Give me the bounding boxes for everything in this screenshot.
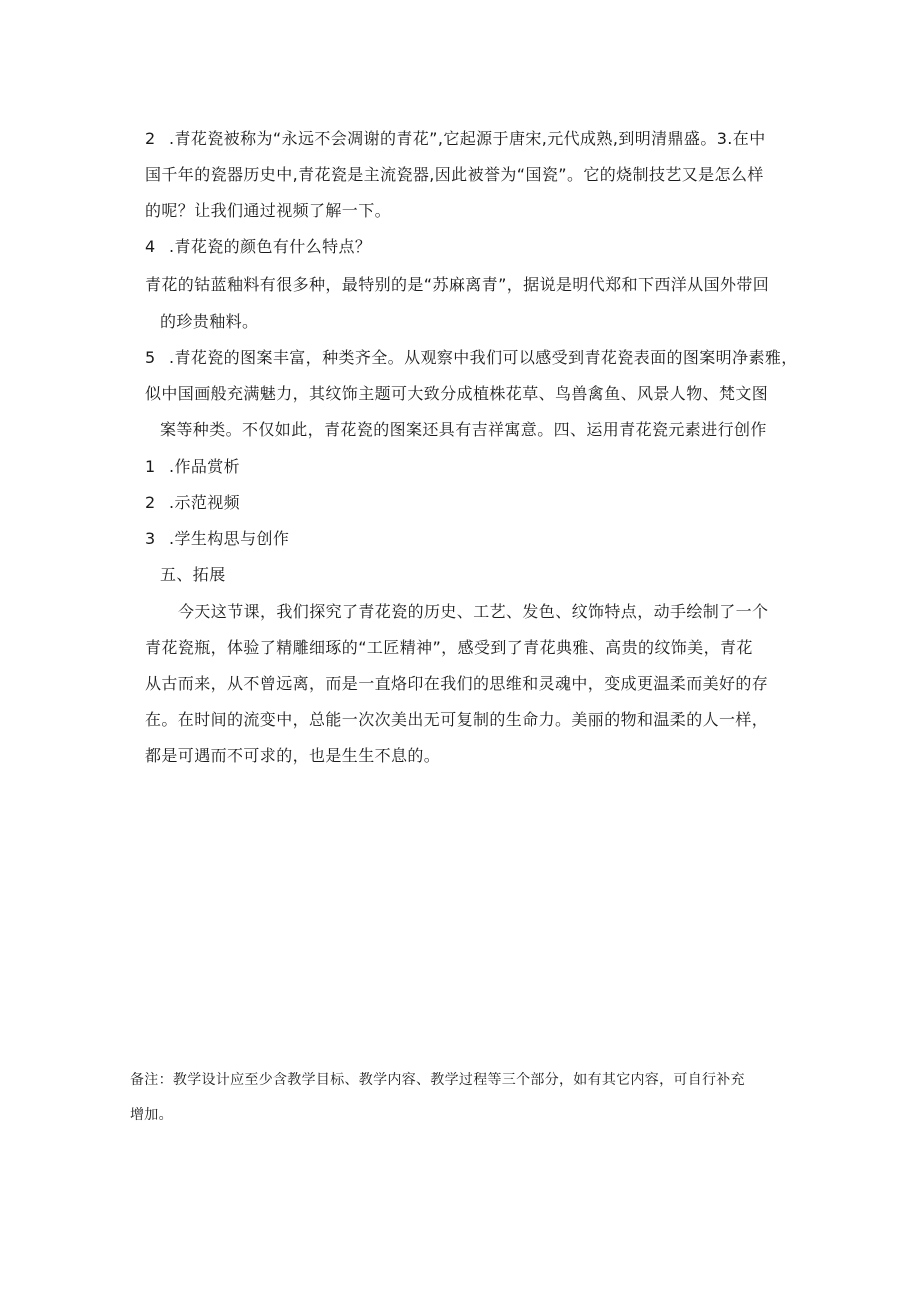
item-4-title [145, 237, 371, 257]
item-4-body-line-1: 青花的钴蓝釉料有很多种，最特别的是“苏麻离青”，据说是明代郑和下西洋从国外带回 [145, 275, 770, 294]
item-2-line-2: 国千年的瓷器历史中,青花瓷是主流瓷器,因此被誉为“国瓷”。它的烧制技艺又是怎么样 [145, 165, 764, 184]
item-2-line-1 [145, 129, 766, 149]
item-2-line-3: 的呢？让我们通过视频了解一下。 [145, 201, 392, 220]
step-text: .示范视频 [169, 493, 241, 512]
section-5-para-line: 青花瓷瓶，体验了精雕细琢的“工匠精神”，感受到了青花典雅、高贵的纹饰美，青花 [145, 638, 753, 657]
section-5-para-line: 都是可遇而不可求的，也是生生不息的。 [145, 746, 441, 765]
section-5-para-line: 从古而来，从不曾远离，而是一直烙印在我们的思维和灵魂中，变成更温柔而美好的存 [145, 674, 769, 693]
item-5-number: 5 [145, 348, 156, 367]
step-text: .作品赏析 [169, 457, 241, 476]
step-number: 1 [145, 457, 156, 476]
section-5-para-line: 在。在时间的流变中，总能一次次美出无可复制的生命力。美丽的物和温柔的人一样， [145, 710, 769, 729]
section-5-para-line: 今天这节课，我们探究了青花瓷的历史、工艺、发色、纹饰特点，动手绘制了一个 [178, 602, 769, 621]
step-item [145, 529, 289, 549]
item-4-body-line-2: 的珍贵釉料。 [160, 312, 259, 331]
item-5-text: .青花瓷的图案丰富，种类齐全。从观察中我们可以感受到青花瓷表面的图案明净素雅， [169, 348, 798, 367]
footnote-line-2: 增加。 [130, 1107, 173, 1123]
item-2-number: 2 [145, 129, 156, 148]
item-4-number: 4 [145, 237, 156, 256]
step-text: .学生构思与创作 [169, 529, 290, 548]
item-5-line-2: 似中国画般充满魅力，其纹饰主题可大致分成植株花草、鸟兽禽鱼、风景人物、梵文图 [145, 384, 769, 403]
item-5-line-3: 案等种类。不仅如此，青花瓷的图案还具有吉祥寓意。四、运用青花瓷元素进行创作 [160, 420, 767, 439]
step-item [145, 457, 240, 477]
step-number: 3 [145, 529, 156, 548]
item-4-title-text: .青花瓷的颜色有什么特点？ [169, 237, 372, 256]
item-5-line-1 [145, 348, 798, 368]
section-5-heading: 五、拓展 [160, 565, 226, 584]
step-number: 2 [145, 493, 156, 512]
step-item [145, 493, 240, 513]
item-2-text: .青花瓷被称为“永远不会凋谢的青花”,它起源于唐宋,元代成熟,到明清鼎盛。3.在中 [169, 129, 766, 148]
footnote-line-1: 备注：教学设计应至少含教学目标、教学内容、教学过程等三个部分，如有其它内容，可自行补充 [130, 1072, 745, 1088]
